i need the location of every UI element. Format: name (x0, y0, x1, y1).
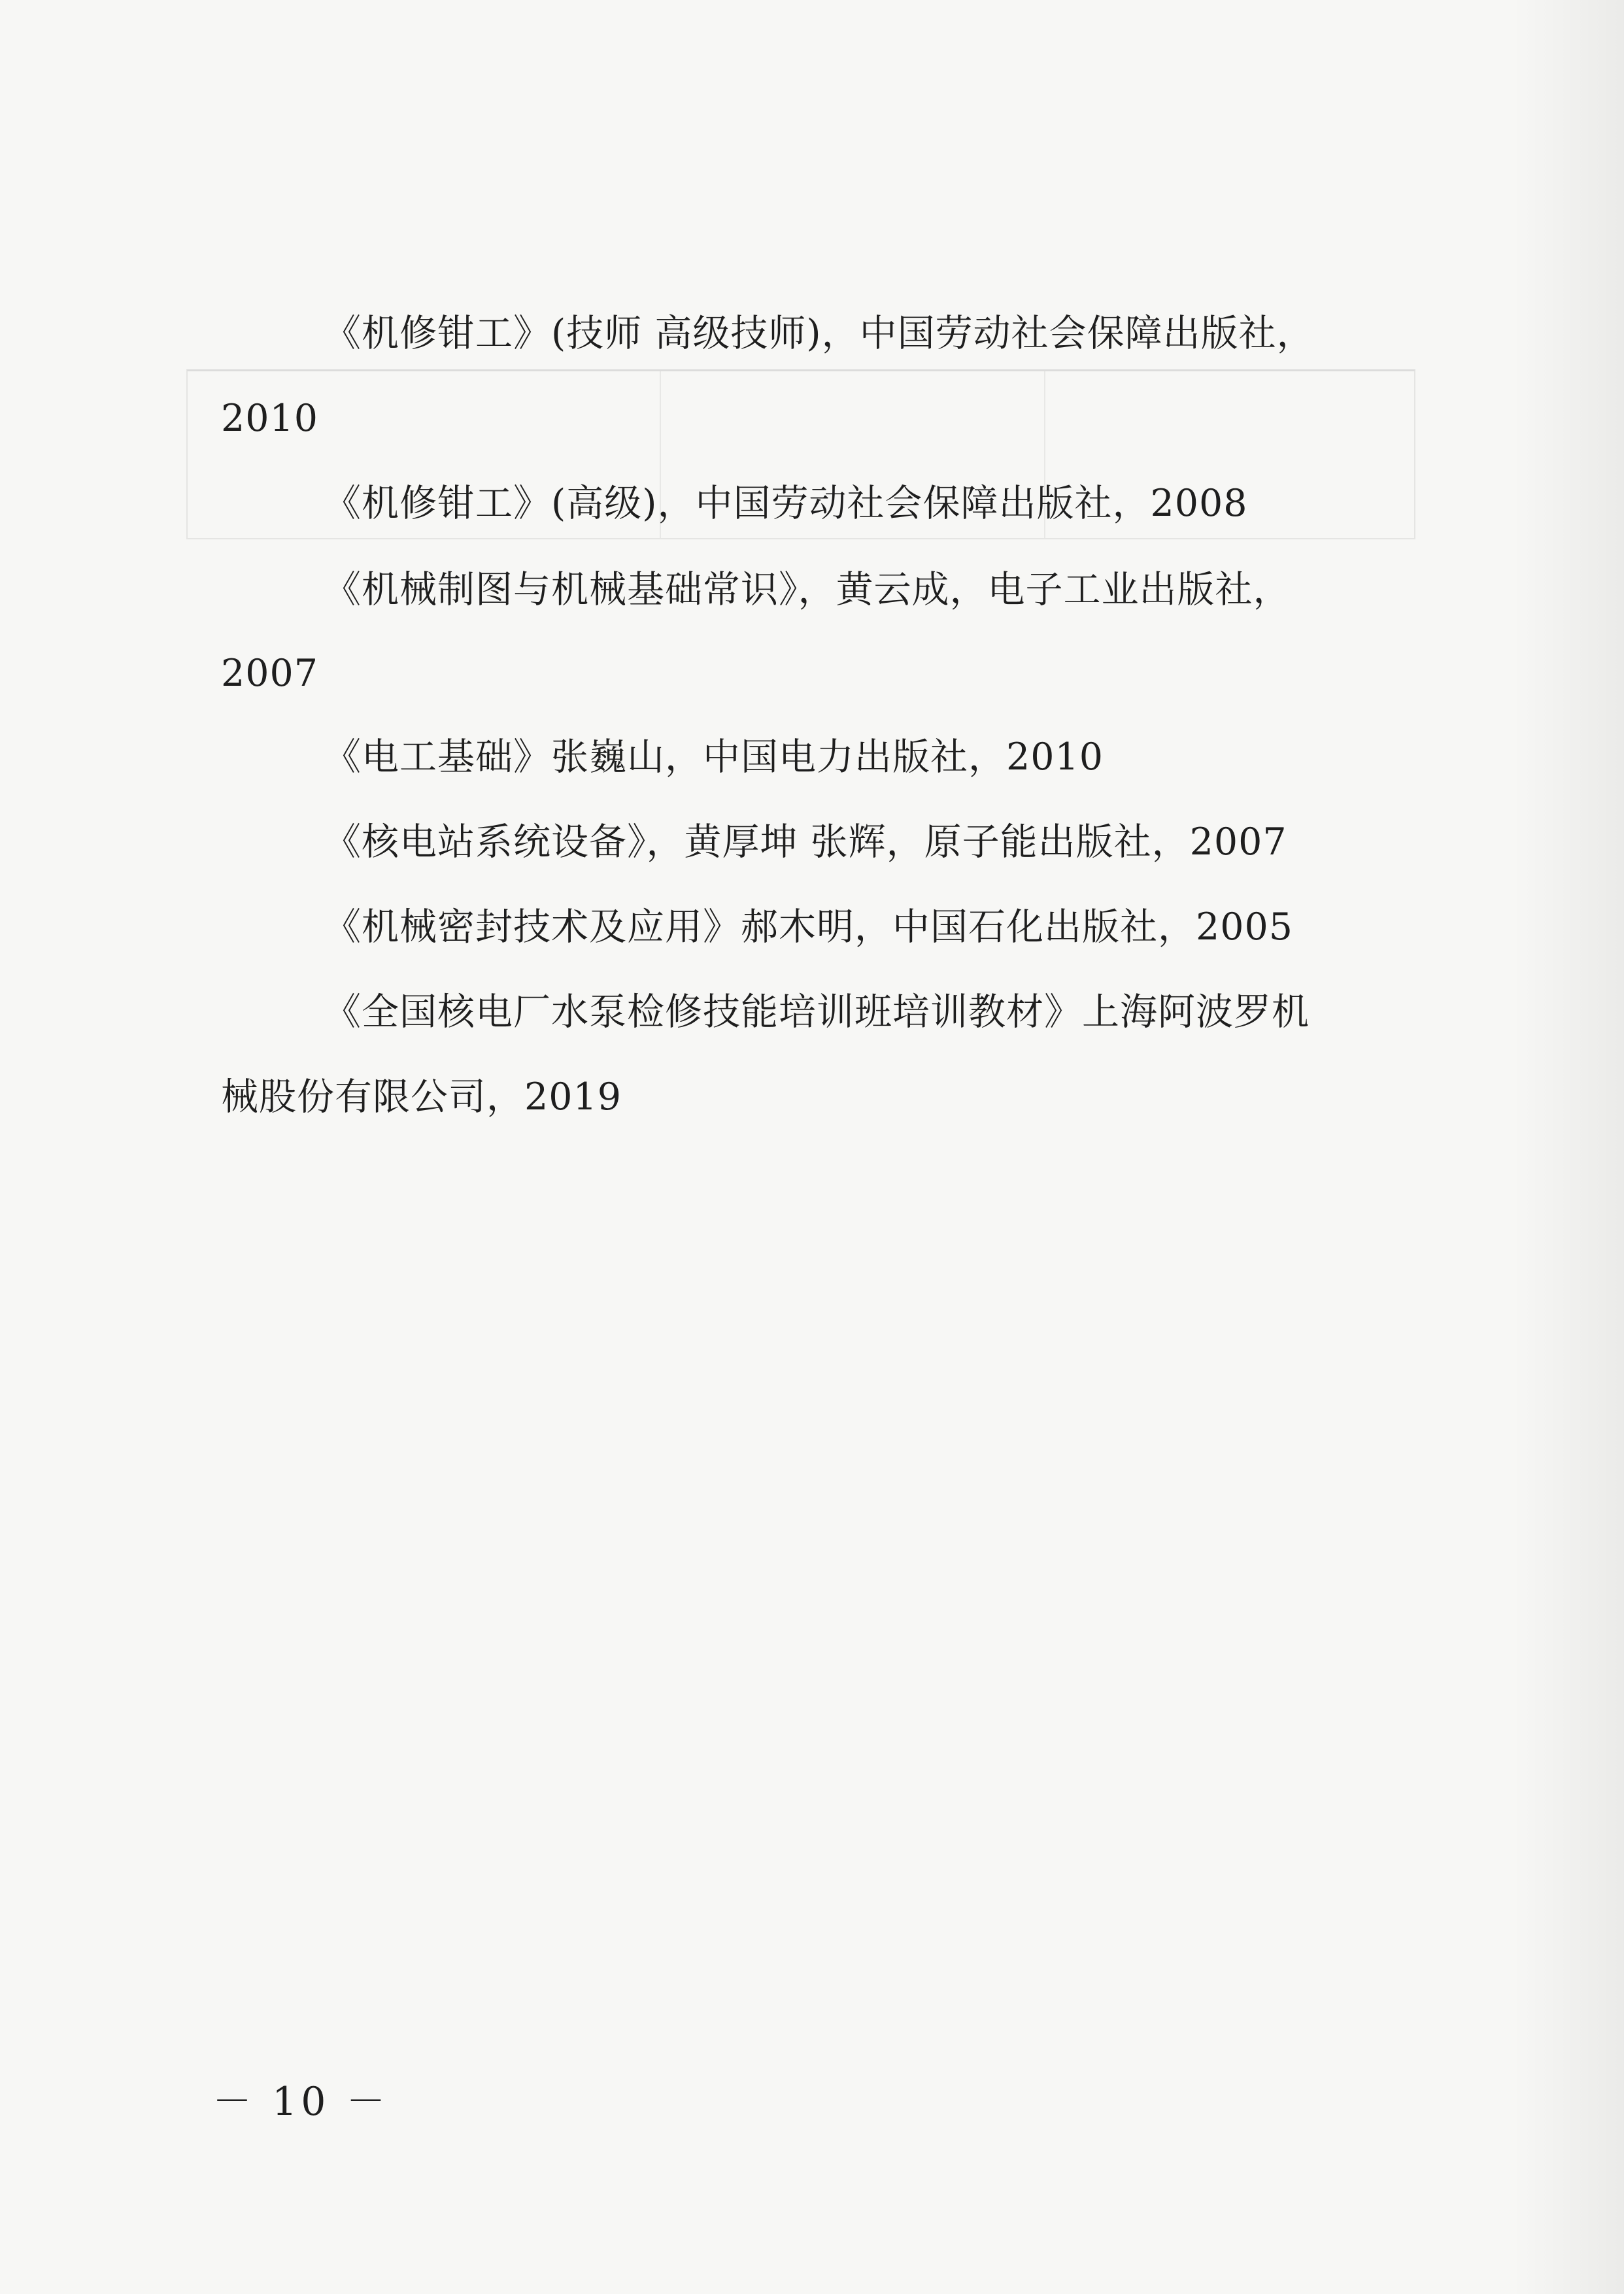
reference-item-5: 《核电站系统设备》，黄厚坤 张辉，原子能出版社，2007 (324, 820, 1287, 864)
reference-item-3-line-2: 2007 (221, 652, 319, 695)
page-number: － 10 － (212, 2079, 390, 2125)
reference-item-1-line-2: 2010 (221, 397, 319, 440)
reference-item-1-line-1: 《机修钳工》(技师 高级技师)，中国劳动社会保障出版社， (324, 312, 1315, 355)
scan-edge-shadow (1513, 0, 1624, 2294)
reference-item-7-line-2: 械股份有限公司，2019 (221, 1075, 622, 1119)
reference-item-7-line-1: 《全国核电厂水泵检修技能培训班培训教材》上海阿波罗机 (324, 990, 1310, 1034)
reference-item-3-line-1: 《机械制图与机械基础常识》，黄云成，电子工业出版社， (324, 568, 1291, 611)
reference-item-4: 《电工基础》张巍山，中国电力出版社，2010 (324, 735, 1104, 779)
reference-item-2: 《机修钳工》(高级)，中国劳动社会保障出版社，2008 (324, 482, 1248, 525)
reference-item-6: 《机械密封技术及应用》郝木明，中国石化出版社，2005 (324, 905, 1294, 949)
